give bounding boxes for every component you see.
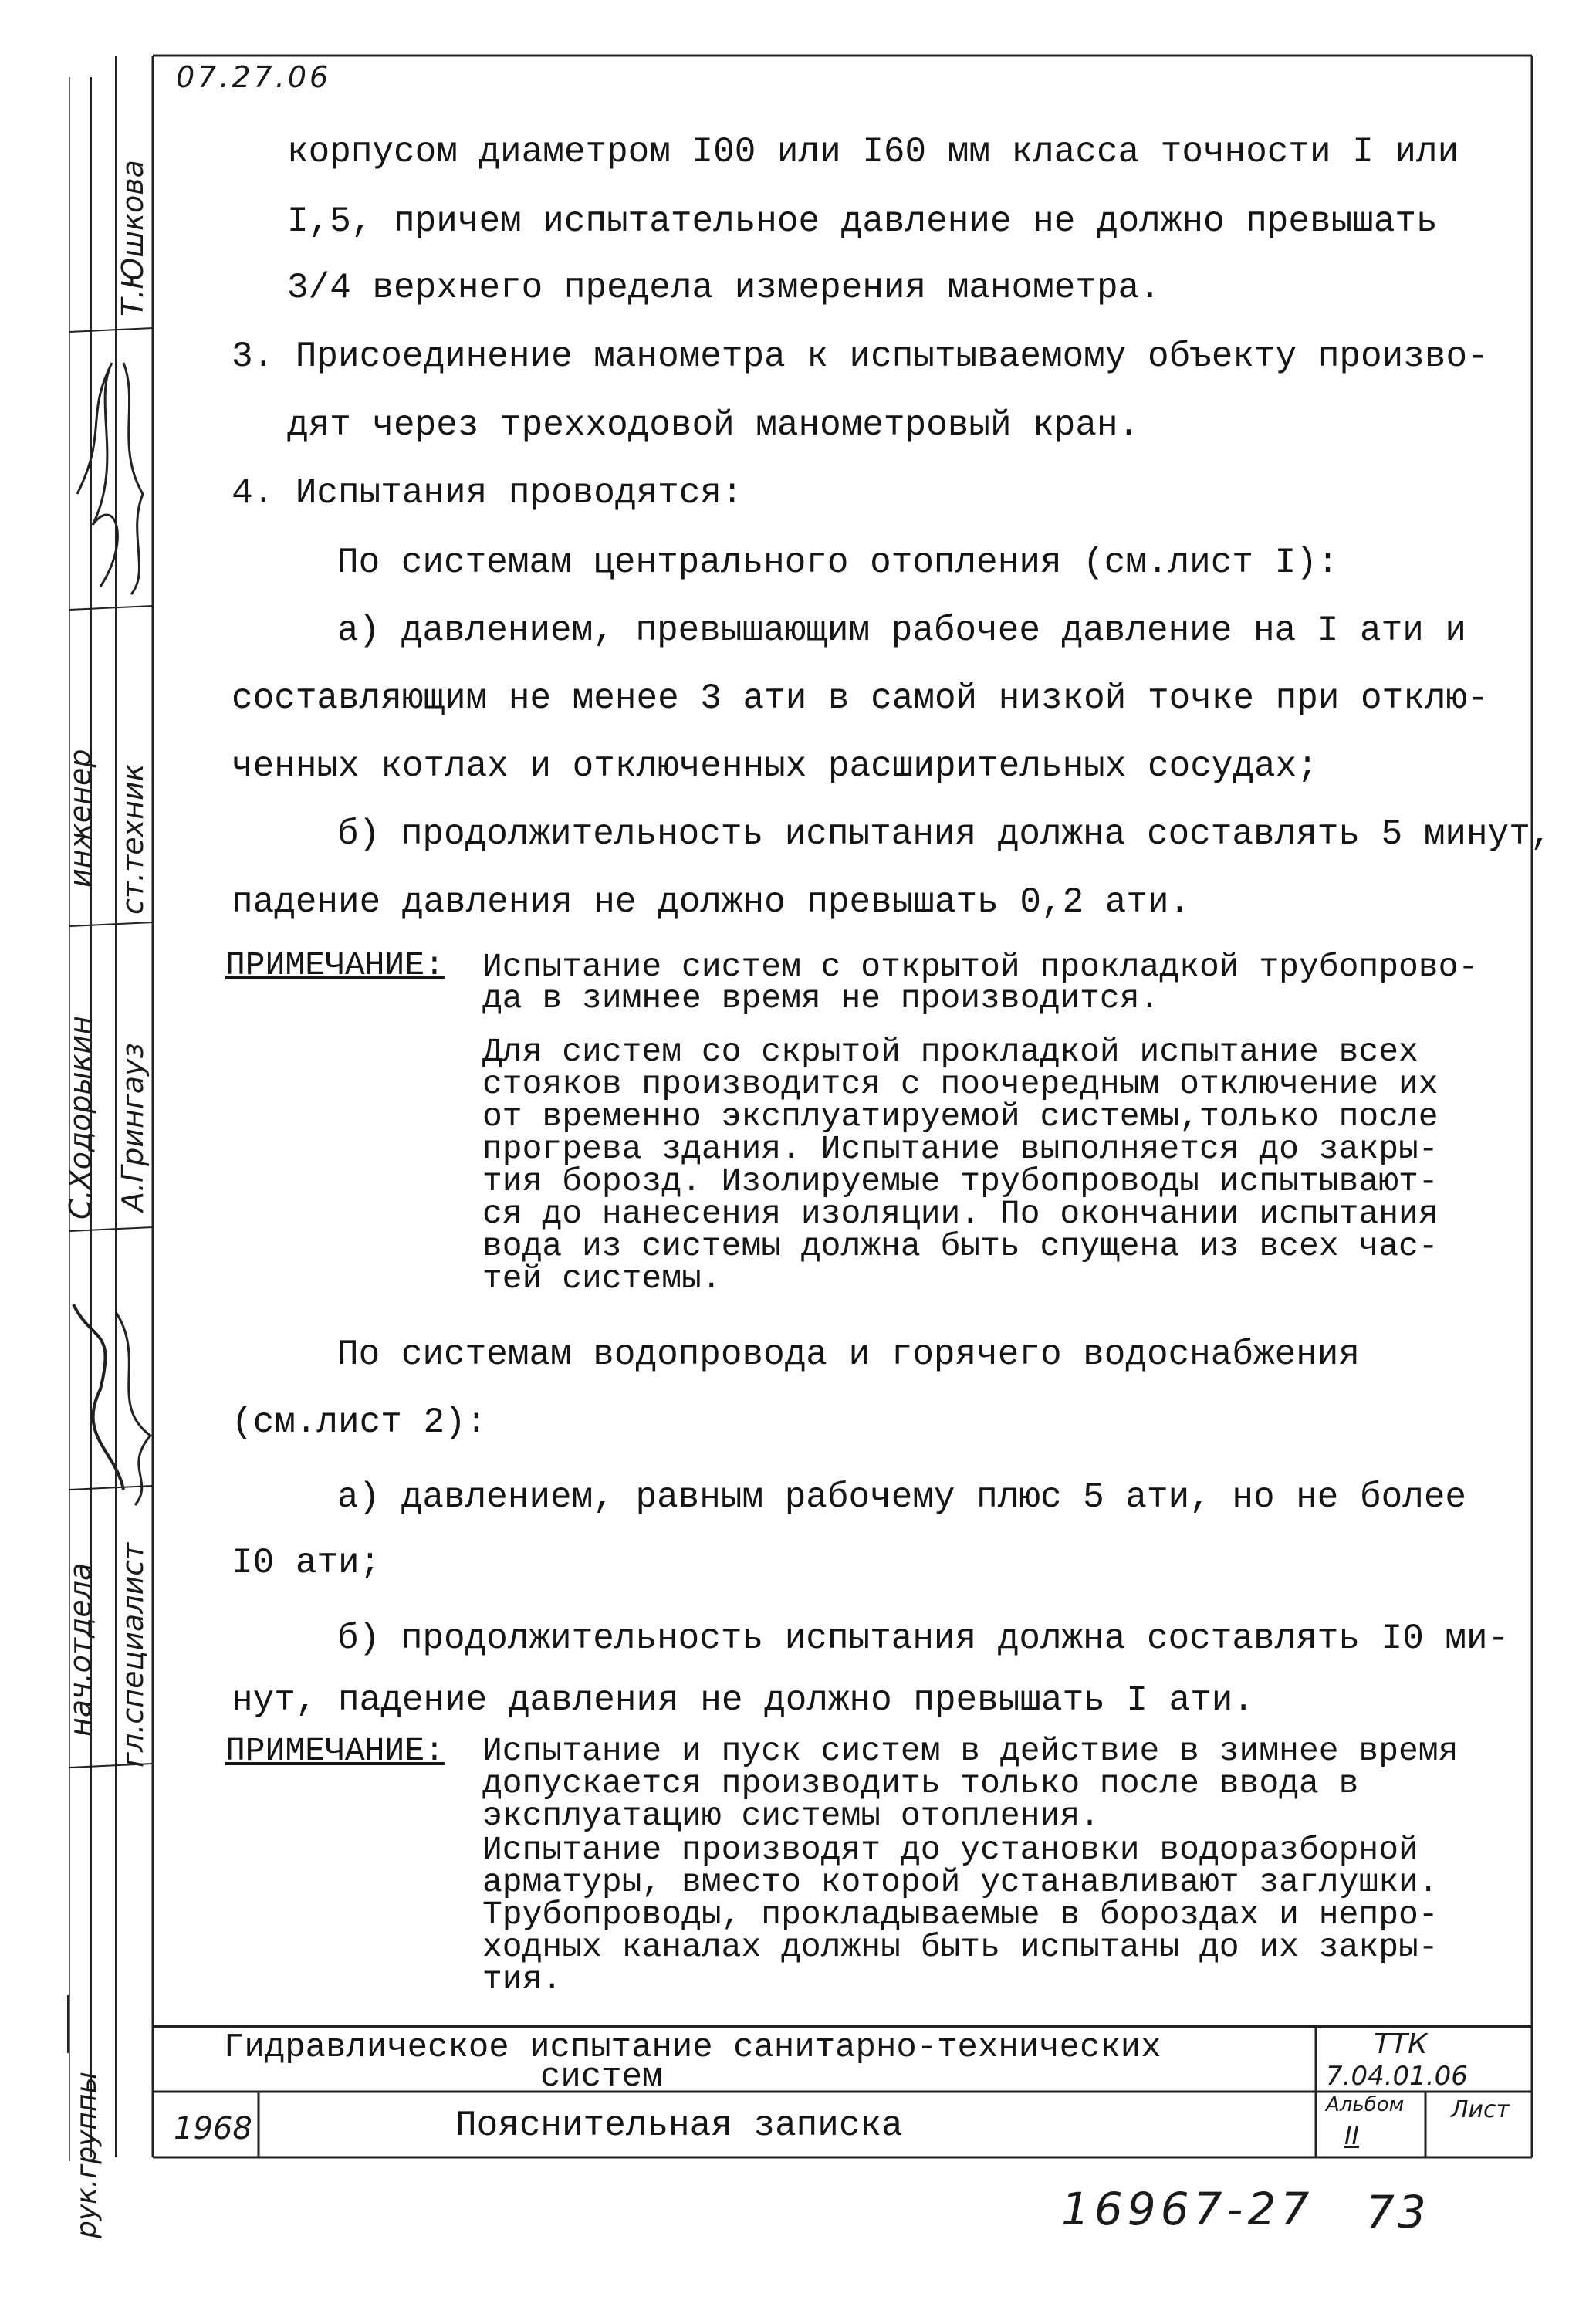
note-line: ся до нанесения изоляции. По окончании испытания [482, 1195, 1439, 1233]
margin-name: Т.Юшкова [116, 160, 150, 316]
body-line: ченных котлах и отключенных расширительных сосудах; [232, 746, 1318, 787]
note-line: тия борозд. Изолируемые трубопроводы испытывают- [482, 1162, 1439, 1200]
margin-role: нач.отдела [63, 1562, 97, 1737]
sheet-label: Лист [1451, 2096, 1510, 2123]
margin-role: ст.техник [116, 763, 150, 915]
note-line: от временно эксплуатируемой системы,только после [482, 1098, 1439, 1135]
note-line: допускается производить только после ввода в [482, 1764, 1359, 1802]
margin-name: С.Ходорыкин [63, 1015, 97, 1220]
body-line: По системам центрального отопления (см.лист I): [337, 543, 1339, 583]
title-block-title: Гидравлическое испытание санитарно-технических [224, 2028, 1161, 2067]
note-line: да в зимнее время не производится. [482, 979, 1160, 1017]
margin-role: рук.группы [71, 2072, 103, 2238]
note-line: Испытание систем с открытой прокладкой трубопрово- [482, 948, 1479, 986]
margin-role: гл.специалист [116, 1542, 150, 1768]
album-value: II [1344, 2121, 1359, 2150]
body-line: 3. Присоединение манометра к испытываемому объекту произво- [232, 337, 1489, 377]
body-line: падение давления не должно превышать 0,2 ати. [232, 882, 1191, 922]
body-line: 3/4 верхнего предела измерения манометра. [287, 268, 1161, 308]
code-value: 7.04.01.06 [1326, 2061, 1468, 2092]
body-line: I,5, причем испытательное давление не должно превышать [287, 201, 1438, 242]
body-line: дят через трехходовой манометровый кран. [287, 405, 1140, 445]
body-line: составляющим не менее 3 ати в самой низкой точке при отклю- [232, 678, 1489, 719]
body-line: (см.лист 2): [232, 1402, 488, 1443]
body-line: По системам водопровода и горячего водоснабжения [337, 1335, 1361, 1375]
body-line: нут, падение давления не должно превышать I ати. [232, 1680, 1255, 1720]
album-label: Альбом [1326, 2093, 1405, 2116]
body-line: I0 ати; [232, 1543, 381, 1583]
note-label: ПРИМЕЧАНИЕ: [225, 1732, 445, 1770]
note-line: тей системы. [482, 1260, 722, 1297]
margin-role: инженер [63, 749, 97, 888]
note-line: Испытание и пуск систем в действие в зимнее время [482, 1732, 1459, 1770]
margin-name: А.Грингауз [116, 1043, 150, 1212]
year: 1968 [174, 2111, 252, 2146]
document-type: Пояснительная записка [455, 2106, 903, 2146]
note-line: Испытание производят до установки водоразборной [482, 1831, 1418, 1869]
note-line: тия. [482, 1960, 563, 1998]
body-line: корпусом диаметром I00 или I60 мм класса точности I или [287, 132, 1459, 172]
code-label: ТТК [1374, 2028, 1428, 2060]
note-line: Для систем со скрытой прокладкой испытание всех [482, 1033, 1418, 1071]
archive-number: 16967-27 [1061, 2183, 1314, 2235]
page-number: 73 [1366, 2186, 1429, 2238]
body-line: 4. Испытания проводятся: [232, 473, 743, 513]
note-line: эксплуатацию системы отопления. [482, 1797, 1100, 1835]
body-line: а) давлением, превышающим рабочее давление на I ати и [337, 611, 1467, 651]
note-line: прогрева здания. Испытание выполняется до закры- [482, 1130, 1439, 1168]
title-block-title-cont: систем [540, 2058, 663, 2096]
note-line: ходных каналах должны быть испытаны до их закры- [482, 1928, 1439, 1966]
body-line: а) давлением, равным рабочему плюс 5 ати, но не более [337, 1477, 1467, 1517]
note-line: арматуры, вместо которой устанавливают заглушки. [482, 1863, 1439, 1901]
body-line: б) продолжительность испытания должна составлять I0 ми- [337, 1619, 1510, 1659]
body-line: б) продолжительность испытания должна составлять 5 минут, [337, 814, 1552, 854]
note-label: ПРИМЕЧАНИЕ: [225, 946, 445, 984]
note-line: Трубопроводы, прокладываемые в бороздах и непро- [482, 1896, 1439, 1933]
note-line: стояков производится с поочередным отключение их [482, 1065, 1439, 1103]
note-line: вода из системы должна быть спущена из всех час- [482, 1227, 1439, 1265]
document-code: 07.27.06 [176, 60, 332, 94]
